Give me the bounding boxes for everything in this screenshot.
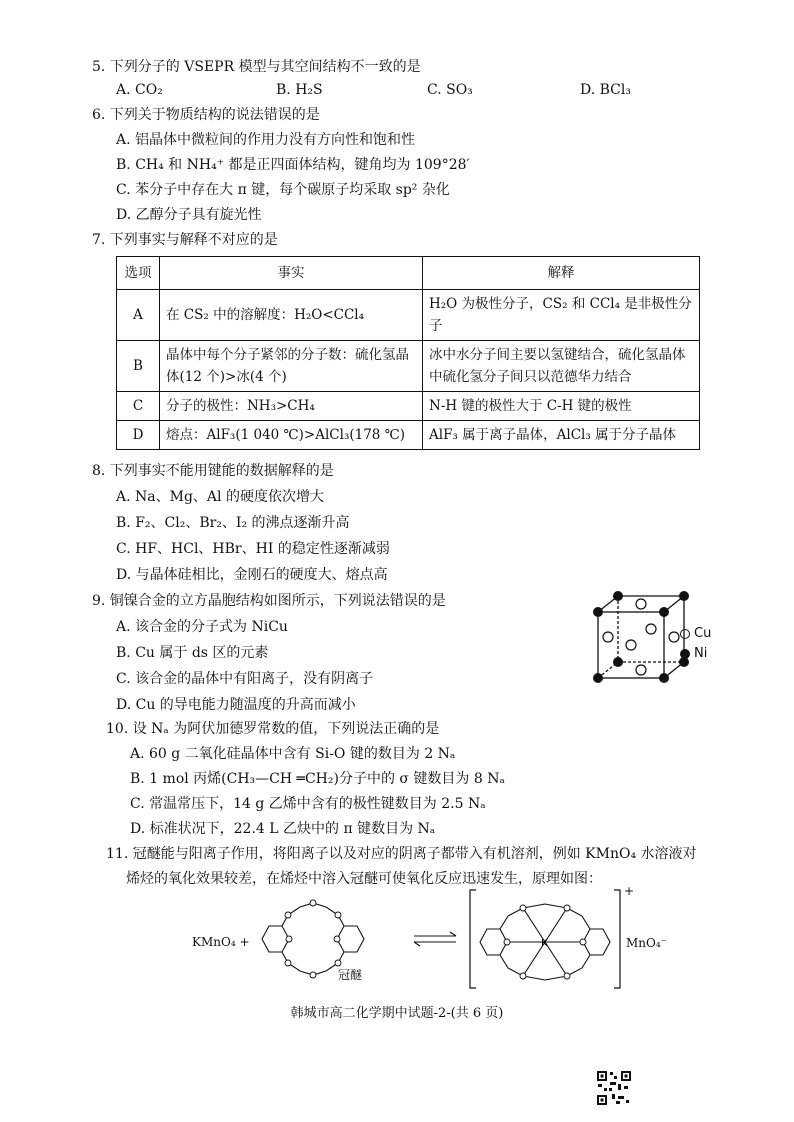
unit-cell-legend: [680, 624, 711, 664]
q10-option-a: A. 60 g 二氧化硅晶体中含有 Si-O 键的数目为 2 Nₐ: [130, 746, 456, 762]
q7-stem: 7. 下列事实与解释不对应的是: [92, 232, 278, 248]
q9-option-d: D. Cu 的导电能力随温度的升高而减小: [116, 697, 356, 713]
q6-option-c: C. 苯分子中存在大 π 键，每个碳原子均采取 sp² 杂化: [116, 182, 450, 198]
q10-option-b: B. 1 mol 丙烯(CH₃—CH ═CH₂)分子中的 σ 键数目为 8 Nₐ: [130, 771, 505, 787]
complex-center-atom: K: [541, 938, 548, 949]
q10-stem: 10. 设 Nₐ 为阿伏加德罗常数的值，下列说法正确的是: [106, 721, 440, 737]
cu-legend-icon: [680, 629, 690, 639]
row-a-explanation: H₂O 为极性分子，CS₂ 和 CCl₄ 是非极性分子: [423, 290, 700, 341]
q5-option-b: B. H₂S: [276, 82, 323, 98]
q5-option-a: A. CO₂: [116, 82, 163, 98]
complex-structure: [468, 884, 648, 994]
q8-stem: 8. 下列事实不能用键能的数据解释的是: [92, 463, 334, 479]
q10-option-d: D. 标准状况下，22.4 L 乙炔中的 π 键数目为 Nₐ: [130, 821, 436, 837]
q6-option-a: A. 铝晶体中微粒间的作用力没有方向性和饱和性: [116, 132, 416, 148]
row-c-explanation: N-H 键的极性大于 C-H 键的极性: [423, 392, 700, 421]
q5-option-c: C. SO₃: [427, 82, 473, 98]
table-row: [117, 290, 700, 341]
crown-ether-label: 冠醚: [338, 968, 363, 982]
q9-option-b: B. Cu 属于 ds 区的元素: [116, 645, 269, 661]
page-footer: 韩城市高二化学期中试题-2-(共 6 页): [290, 1006, 504, 1021]
qr-code-icon: [596, 1070, 632, 1106]
q8-option-c: C. HF、HCl、HBr、HI 的稳定性逐渐减弱: [116, 541, 390, 557]
equilibrium-arrow-icon: [412, 930, 458, 948]
header-option: 选项: [117, 257, 160, 290]
q8-option-d: D. 与晶体硅相比，金刚石的硬度大、熔点高: [116, 567, 388, 583]
reactant-label: KMnO₄ +: [192, 935, 250, 949]
q9-stem: 9. 铜镍合金的立方晶胞结构如图所示，下列说法错误的是: [92, 593, 446, 609]
row-d-explanation: AlF₃ 属于离子晶体，AlCl₃ 属于分子晶体: [423, 421, 700, 450]
q7-table: [116, 256, 700, 450]
q5-stem: 5. 下列分子的 VSEPR 模型与其空间结构不一致的是: [92, 59, 421, 75]
q11-line1: 11. 冠醚能与阳离子作用，将阳离子以及对应的阴离子都带入有机溶剂，例如 KMnO₄ 水溶液对: [106, 846, 697, 862]
q6-option-d: D. 乙醇分子具有旋光性: [116, 207, 262, 223]
table-row: [117, 341, 700, 392]
q5-option-d: D. BCl₃: [580, 82, 631, 98]
q8-option-a: A. Na、Mg、Al 的硬度依次增大: [116, 489, 324, 505]
row-a-fact: 在 CS₂ 中的溶解度：H₂O<CCl₄: [160, 290, 423, 341]
table-header-row: [117, 257, 700, 290]
table-row: [117, 421, 700, 450]
row-c-fact: 分子的极性：NH₃>CH₄: [160, 392, 423, 421]
cu-legend-label: Cu: [694, 626, 712, 641]
q8-option-b: B. F₂、Cl₂、Br₂、I₂ 的沸点逐渐升高: [116, 515, 350, 531]
q6-stem: 6. 下列关于物质结构的说法错误的是: [92, 107, 320, 123]
q6-option-b: B. CH₄ 和 NH₄⁺ 都是正四面体结构，键角均为 109°28′: [116, 157, 470, 173]
row-d-fact: 熔点：AlF₃(1 040 ℃)>AlCl₃(178 ℃): [160, 421, 423, 450]
complex-charge: +: [624, 884, 635, 898]
q9-option-a: A. 该合金的分子式为 NiCu: [116, 619, 288, 635]
row-c-option: C: [117, 392, 160, 421]
header-explanation: 解释: [423, 257, 700, 290]
row-b-option: B: [117, 341, 160, 392]
header-fact: 事实: [160, 257, 423, 290]
q9-option-c: C. 该合金的晶体中有阳离子，没有阴离子: [116, 671, 374, 687]
row-d-option: D: [117, 421, 160, 450]
q10-option-c: C. 常温常压下，14 g 乙烯中含有的极性键数目为 2.5 Nₐ: [130, 796, 486, 812]
ni-legend-icon: [680, 649, 690, 659]
q11-line2: 烯烃的氧化效果较差，在烯烃中溶入冠醚可使氧化反应迅速发生，原理如图：: [126, 871, 602, 887]
row-b-explanation: 冰中水分子间主要以氢键结合，硫化氢晶体中硫化氢分子间只以范德华力结合: [423, 341, 700, 392]
anion-label: MnO₄⁻: [626, 936, 667, 950]
row-a-option: A: [117, 290, 160, 341]
table-row: [117, 392, 700, 421]
ni-legend-label: Ni: [694, 646, 708, 661]
row-b-fact: 晶体中每个分子紧邻的分子数：硫化氢晶体(12 个)>冰(4 个): [160, 341, 423, 392]
